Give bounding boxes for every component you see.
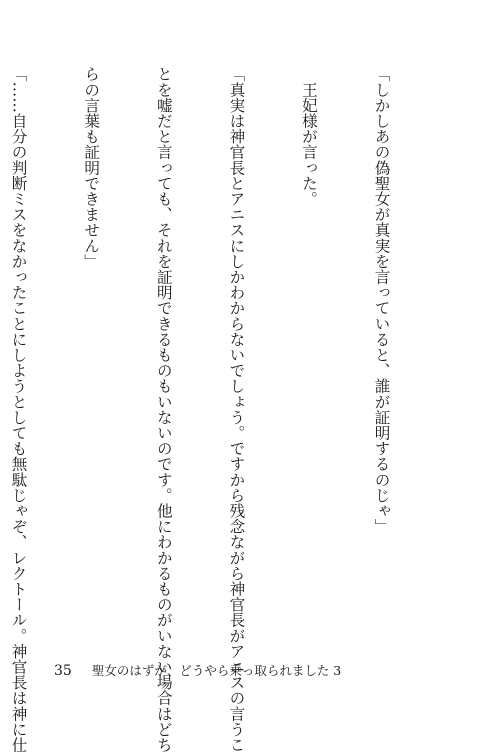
text-line: とを嘘だと言っても、それを証明できるものもいないのです。他にわかるものがいない場合はどち <box>154 66 173 752</box>
running-title: 聖女のはずが、どうやら乗っ取られました 3 <box>91 663 342 678</box>
page-footer <box>54 661 341 679</box>
text-line: らの言葉も証明できません」 <box>82 66 101 269</box>
page-number: 35 <box>54 663 72 679</box>
text-line: 「真実は神官長とアニスにしかわからないでしょう。ですから残念ながら神官長がアニスの言うこ <box>227 66 246 752</box>
text-line: 王妃様が言った。 <box>299 66 318 207</box>
text-line: 「しかしあの偽聖女が真実を言っていると、誰が証明するのじゃ」 <box>372 66 391 534</box>
text-line: 「……自分の判断ミスをなかったことにしようとしても無駄じゃぞ、レクトール。神官長は神に仕 <box>9 66 28 752</box>
